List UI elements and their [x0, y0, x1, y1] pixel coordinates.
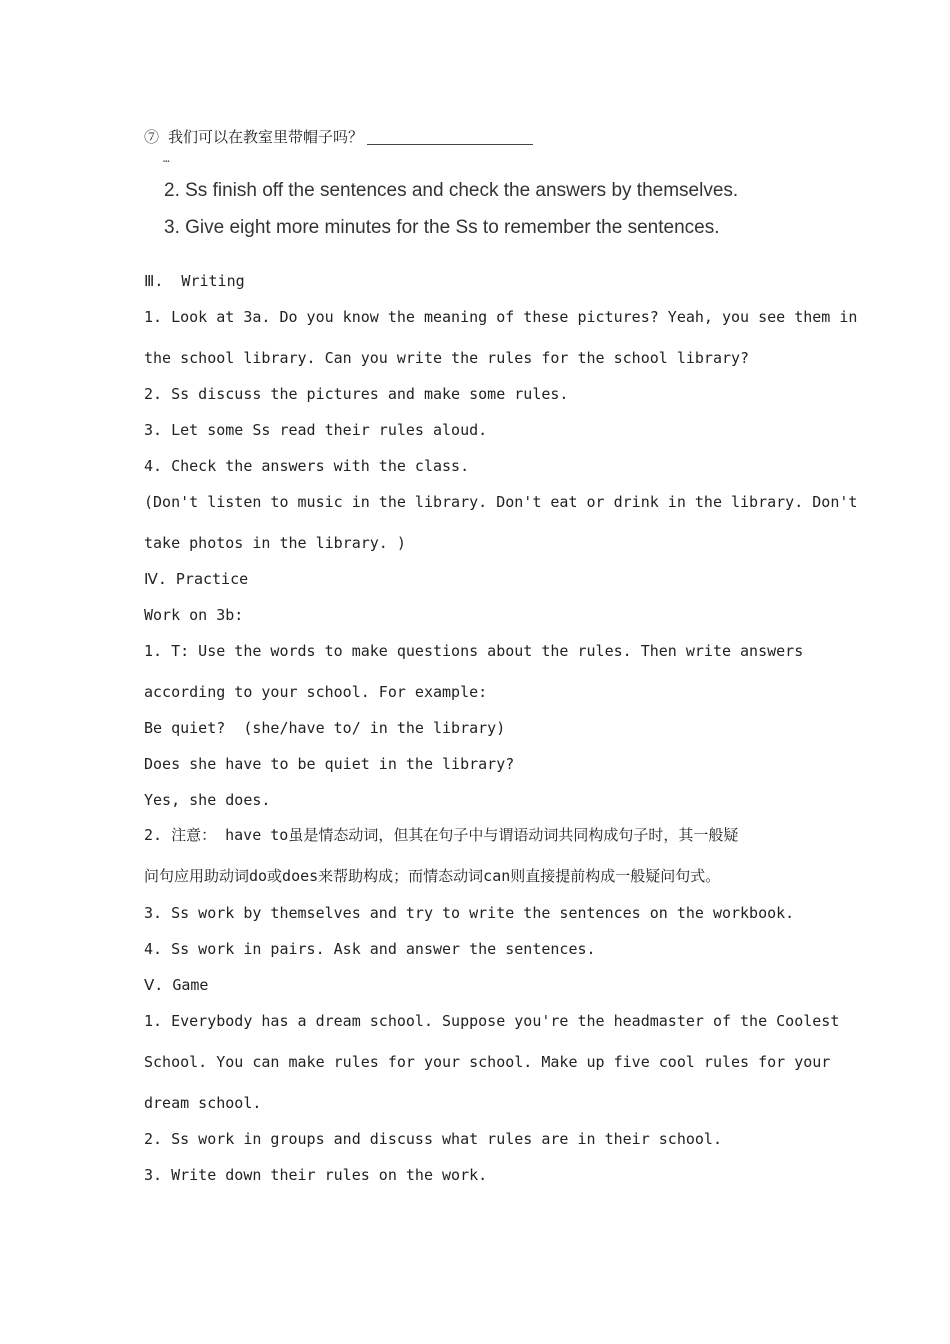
step-2-finish-sentences: 2. Ss finish off the sentences and check the answers by themselves. [164, 180, 739, 201]
writing-step-2: 2. Ss discuss the pictures and make some rules. [144, 385, 569, 403]
section-heading-game: Ⅴ. Game [144, 976, 209, 994]
practice-step-1a: 1. T: Use the words to make questions about the rules. Then write answers [144, 642, 804, 660]
practice-step-4: 4. Ss work in pairs. Ask and answer the sentences. [144, 940, 596, 958]
question-line-7 [144, 127, 533, 147]
writing-step-1b: the school library. Can you write the rules for the school library? [144, 349, 750, 367]
practice-step-1b: according to your school. For example: [144, 683, 488, 701]
section-heading-writing: Ⅲ. Writing [144, 272, 245, 290]
writing-step-1a: 1. Look at 3a. Do you know the meaning of these pictures? Yeah, you see them in [144, 308, 858, 326]
writing-answers-b: take photos in the library. ) [144, 534, 406, 552]
writing-step-3: 3. Let some Ss read their rules aloud. [144, 421, 488, 439]
practice-intro: Work on 3b: [144, 606, 244, 624]
game-step-2: 2. Ss work in groups and discuss what rules are in their school. [144, 1130, 722, 1148]
writing-step-4: 4. Check the answers with the class. [144, 457, 470, 475]
practice-example-prompt: Be quiet? (she/have to/ in the library) [144, 719, 506, 737]
practice-note-b: 问句应用助动词do或does来帮助构成；而情态动词can则直接提前构成一般疑问句式。 [144, 867, 721, 885]
step-3-remember-sentences: 3. Give eight more minutes for the Ss to remember the sentences. [164, 217, 720, 238]
writing-answers-a: (Don't listen to music in the library. Don't eat or drink in the library. Don't [144, 493, 858, 511]
practice-note-a: 2. 注意： have to虽是情态动词，但其在句子中与谓语动词共同构成句子时，其一般疑 [144, 826, 739, 844]
question-text: ⑦ 我们可以在教室里带帽子吗？ [144, 128, 364, 146]
game-step-3: 3. Write down their rules on the work. [144, 1166, 488, 1184]
ellipsis: … [163, 152, 170, 165]
answer-blank[interactable] [367, 129, 533, 145]
practice-step-3: 3. Ss work by themselves and try to write the sentences on the workbook. [144, 904, 795, 922]
game-step-1a: 1. Everybody has a dream school. Suppose you're the headmaster of the Coolest [144, 1012, 840, 1030]
game-step-1c: dream school. [144, 1094, 262, 1112]
game-step-1b: School. You can make rules for your school. Make up five cool rules for your [144, 1053, 831, 1071]
practice-example-answer: Yes, she does. [144, 791, 271, 809]
section-heading-practice: Ⅳ. Practice [144, 570, 249, 588]
practice-example-question: Does she have to be quiet in the library? [144, 755, 515, 773]
